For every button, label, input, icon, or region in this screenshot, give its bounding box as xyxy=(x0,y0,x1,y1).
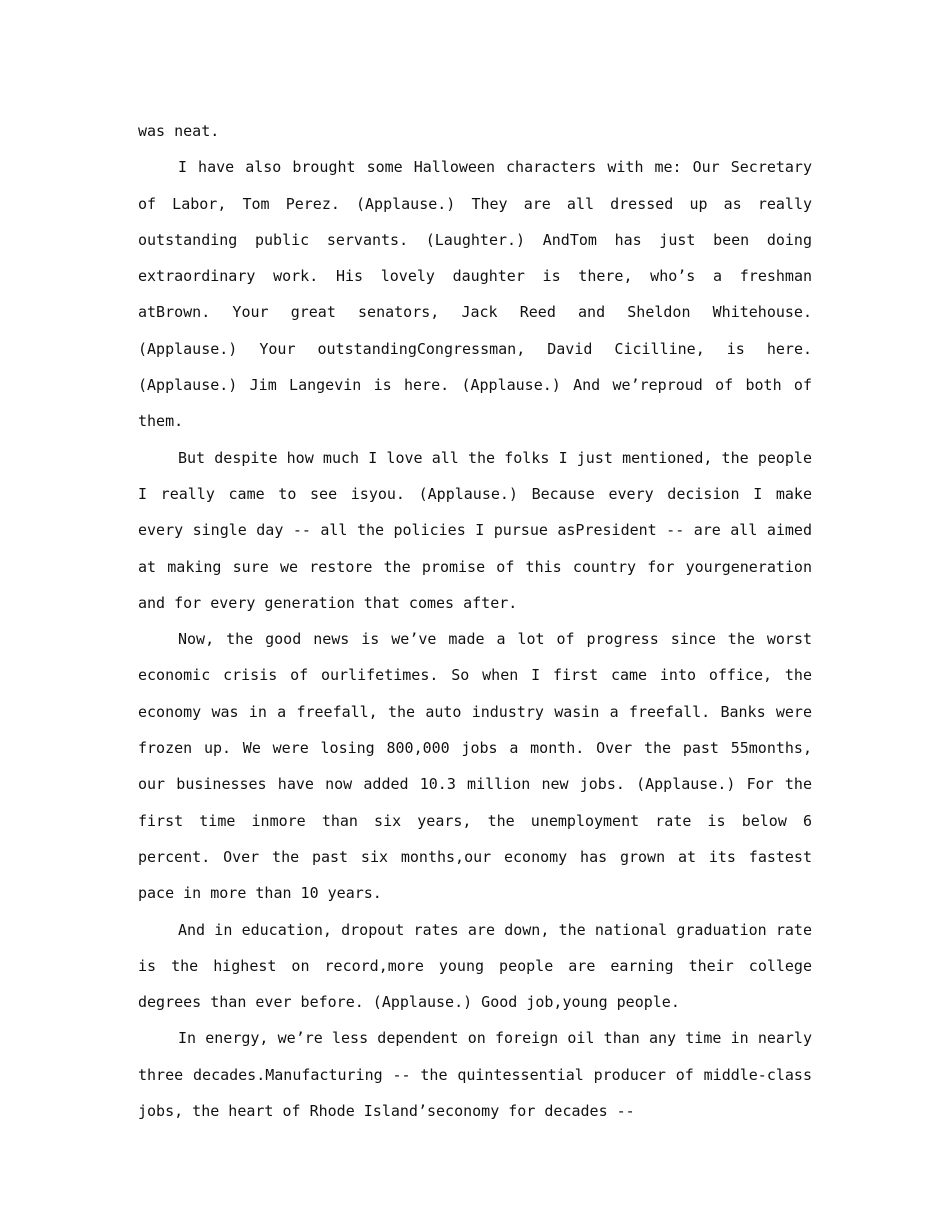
paragraph-guests: I have also brought some Halloween characters with me: Our Secretary of Labor, Tom Perez. (Applause.) They are all dressed up as really outstanding public servants. (Laughter.) AndTom has just been doing extraordinary work. His lovely daughter is there, who’s a freshman atBrown. Your great senators, Jack Reed and Sheldon Whitehouse. (Applause.) Your outstandingCongressman, David Cicilline, is here. (Applause.) Jim Langevin is here. (Applause.) And we’reproud of both of them. xyxy=(138,158,812,431)
paragraph-energy: In energy, we’re less dependent on foreign oil than any time in nearly three decades.Manufacturing -- the quintessential producer of middle-class jobs, the heart of Rhode Island’seconomy for decades -- xyxy=(138,1029,812,1121)
paragraph-education: And in education, dropout rates are down, the national graduation rate is the highest on record,more young people are earning their college degrees than ever before. (Applause.) Good job,young people. xyxy=(138,920,812,1012)
document-page xyxy=(138,113,812,1129)
paragraph-purpose: But despite how much I love all the folks I just mentioned, the people I really came to see isyou. (Applause.) Because every decision I make every single day -- all the policies I pursue asPresident -- are all aimed at making sure we restore the promise of this country for yourgeneration and for every generation that comes after. xyxy=(138,448,812,612)
paragraph-progress: Now, the good news is we’ve made a lot of progress since the worst economic crisis of ourlifetimes. So when I first came into office, the economy was in a freefall, the auto industry wasin a freefall. Banks were frozen up. We were losing 800,000 jobs a month. Over the past 55months, our businesses have now added 10.3 million new jobs. (Applause.) For the first time inmore than six years, the unemployment rate is below 6 percent. Over the past six months,our economy has grown at its fastest pace in more than 10 years. xyxy=(138,630,812,903)
paragraph-continuation: was neat. xyxy=(138,122,220,140)
